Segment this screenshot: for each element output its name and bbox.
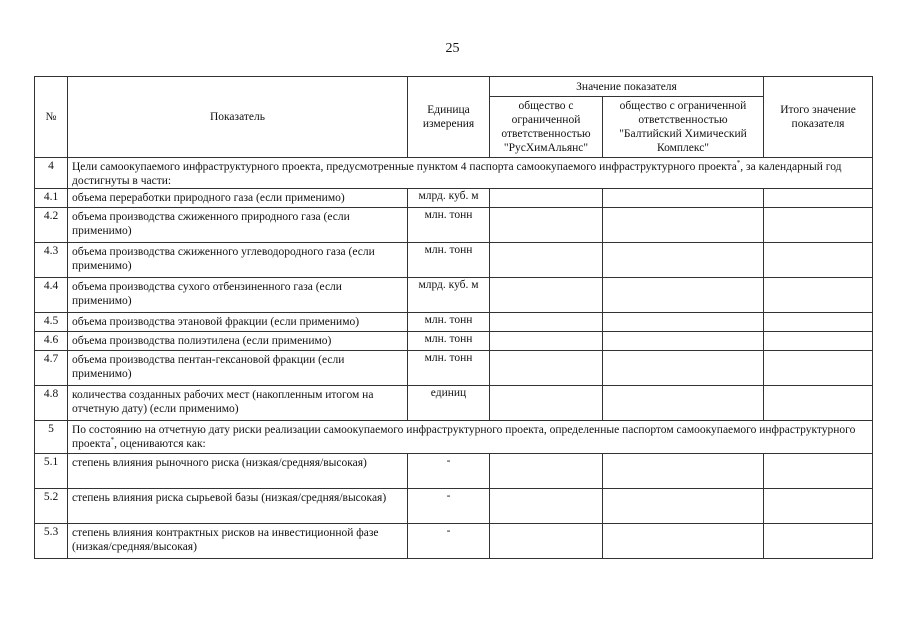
row-indicator: объема производства пентан-гексановой фракции (если применимо) [68, 351, 408, 386]
value-cell [490, 278, 603, 313]
row-indicator: объема производства сжиженного углеводородного газа (если применимо) [68, 243, 408, 278]
total-cell [764, 313, 873, 332]
row-indicator: объема производства сжиженного природного газа (если применимо) [68, 208, 408, 243]
value-cell [603, 332, 764, 351]
table-row [35, 524, 873, 559]
row-number: 4.1 [35, 189, 68, 208]
value-cell [603, 386, 764, 421]
table-row [35, 208, 873, 243]
value-cell [490, 313, 603, 332]
row-indicator: объема производства этановой фракции (если применимо) [68, 313, 408, 332]
total-cell [764, 278, 873, 313]
table-row [35, 313, 873, 332]
row-number: 4.6 [35, 332, 68, 351]
row-number: 5.3 [35, 524, 68, 559]
table-row [35, 351, 873, 386]
total-cell [764, 454, 873, 489]
total-cell [764, 189, 873, 208]
row-number: 4.2 [35, 208, 68, 243]
header-company-1: общество с ограниченной ответственностью "РусХимАльянс" [490, 97, 603, 158]
row-number: 4.7 [35, 351, 68, 386]
total-cell [764, 243, 873, 278]
row-unit: - [408, 489, 490, 524]
table-row [35, 489, 873, 524]
table-row [35, 386, 873, 421]
footnote-mark: * [110, 436, 115, 445]
table-header-row [35, 77, 873, 97]
value-cell [603, 189, 764, 208]
row-number: 4.3 [35, 243, 68, 278]
value-cell [603, 208, 764, 243]
value-cell [490, 489, 603, 524]
table-row [35, 454, 873, 489]
total-cell [764, 386, 873, 421]
row-indicator: объема производства полиэтилена (если применимо) [68, 332, 408, 351]
row-number: 4.8 [35, 386, 68, 421]
value-cell [490, 243, 603, 278]
header-indicator: Показатель [68, 77, 408, 158]
indicators-table [34, 76, 873, 559]
row-unit: - [408, 454, 490, 489]
row-unit: млрд. куб. м [408, 189, 490, 208]
value-cell [490, 454, 603, 489]
row-unit: млн. тонн [408, 243, 490, 278]
total-cell [764, 351, 873, 386]
header-number: № [35, 77, 68, 158]
row-unit: млн. тонн [408, 313, 490, 332]
page-number: 25 [445, 41, 460, 56]
value-cell [490, 208, 603, 243]
footnote-mark: * [736, 159, 741, 168]
row-indicator: объема переработки природного газа (если применимо) [68, 189, 408, 208]
row-number: 4.4 [35, 278, 68, 313]
table-row [35, 243, 873, 278]
total-cell [764, 524, 873, 559]
row-indicator: степень влияния риска сырьевой базы (низкая/средняя/высокая) [68, 489, 408, 524]
row-unit: единиц [408, 386, 490, 421]
table-row [35, 332, 873, 351]
row-unit: млрд. куб. м [408, 278, 490, 313]
row-number: 5.1 [35, 454, 68, 489]
value-cell [490, 189, 603, 208]
value-cell [603, 489, 764, 524]
row-indicator: степень влияния рыночного риска (низкая/средняя/высокая) [68, 454, 408, 489]
total-cell [764, 489, 873, 524]
table-row [35, 278, 873, 313]
value-cell [490, 386, 603, 421]
row-indicator: степень влияния контрактных рисков на инвестиционной фазе (низкая/средняя/высокая) [68, 524, 408, 559]
header-company-2: общество с ограниченной ответственностью "Балтийский Химический Комплекс" [603, 97, 764, 158]
row-unit: - [408, 524, 490, 559]
row-unit: млн. тонн [408, 332, 490, 351]
value-cell [603, 278, 764, 313]
row-indicator: объема производства сухого отбензиненного газа (если применимо) [68, 278, 408, 313]
section-row [35, 158, 873, 189]
total-cell [764, 332, 873, 351]
value-cell [490, 351, 603, 386]
value-cell [603, 454, 764, 489]
row-number: 5.2 [35, 489, 68, 524]
value-cell [603, 524, 764, 559]
value-cell [603, 243, 764, 278]
section-number: 4 [35, 158, 68, 189]
table-row [35, 189, 873, 208]
header-value-group: Значение показателя [490, 77, 764, 97]
row-unit: млн. тонн [408, 351, 490, 386]
section-number: 5 [35, 421, 68, 454]
header-total: Итого значение показателя [764, 77, 873, 158]
row-number: 4.5 [35, 313, 68, 332]
header-unit: Единица измерения [408, 77, 490, 158]
section-row [35, 421, 873, 454]
value-cell [490, 332, 603, 351]
row-indicator: количества созданных рабочих мест (накопленным итогом на отчетную дату) (если применимо) [68, 386, 408, 421]
value-cell [603, 351, 764, 386]
total-cell [764, 208, 873, 243]
section-title: Цели самоокупаемого инфраструктурного проекта, предусмотренные пунктом 4 паспорта самоокупаемого инфраструктурного проекта*, за календарный год достигнуты в части: [68, 158, 873, 189]
row-unit: млн. тонн [408, 208, 490, 243]
value-cell [490, 524, 603, 559]
value-cell [603, 313, 764, 332]
section-title: По состоянию на отчетную дату риски реализации самоокупаемого инфраструктурного проекта, определенные паспортом самоокупаемого инфраструктурного проекта*, оцениваются как: [68, 421, 873, 454]
